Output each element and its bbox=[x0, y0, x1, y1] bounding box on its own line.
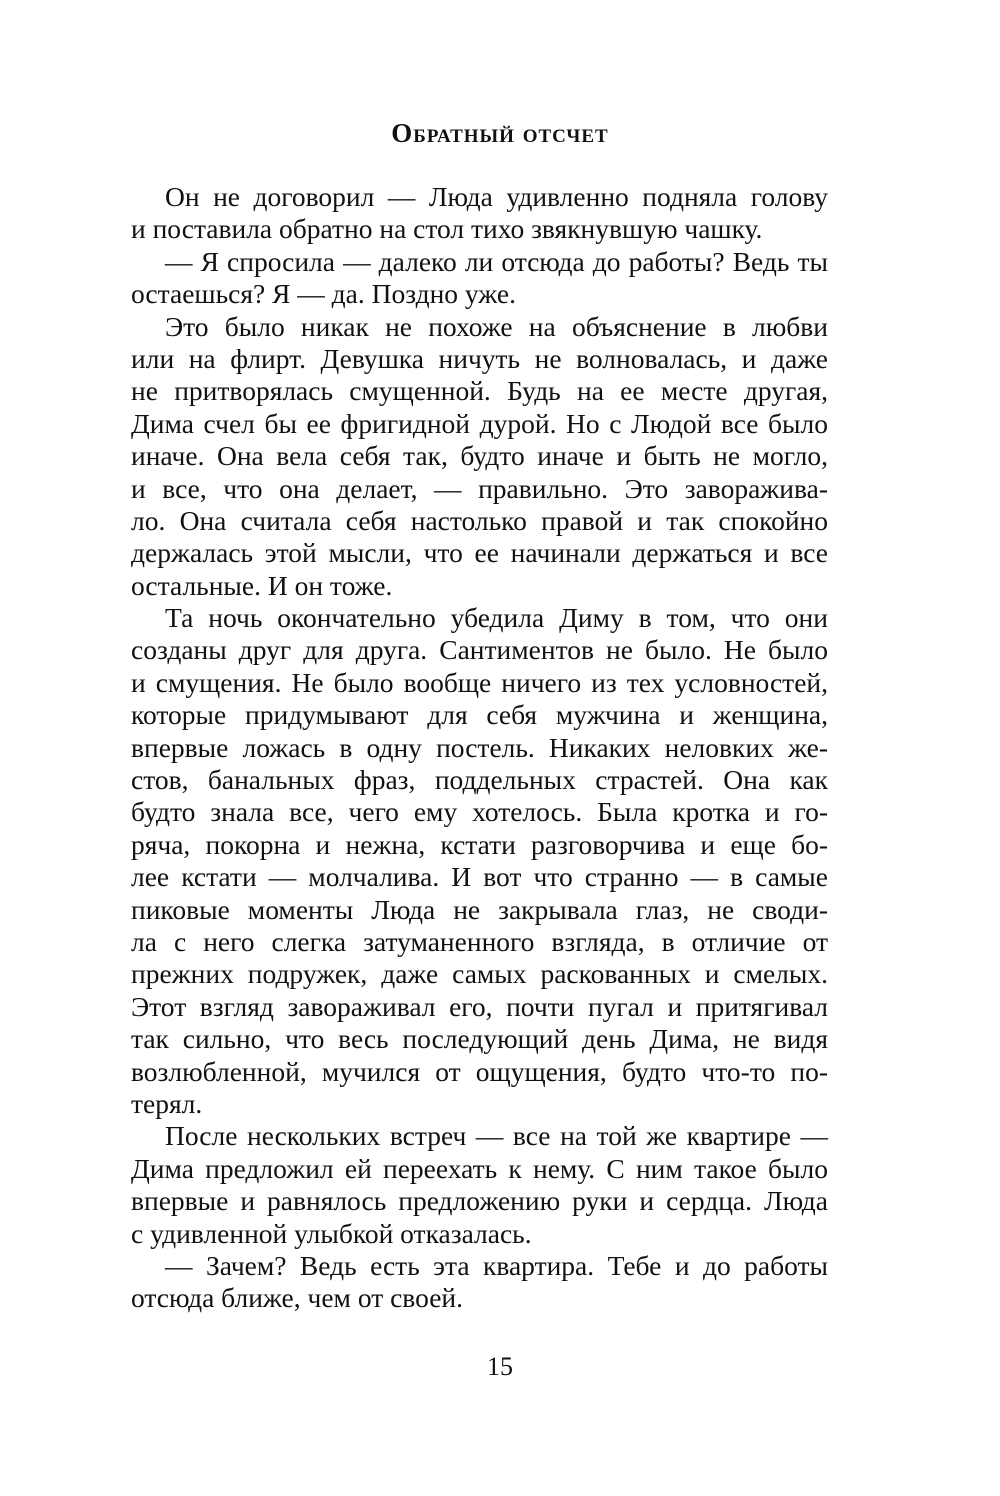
text-line: не притворялась смущенной. Будь на ее месте другая, bbox=[131, 375, 828, 407]
text-line: Дима предложил ей переехать к нему. С ним такое было bbox=[131, 1152, 828, 1184]
text-line: впервые ложась в одну постель. Никаких неловких же- bbox=[131, 731, 828, 763]
text-line: пиковые моменты Люда не закрывала глаз, не своди- bbox=[131, 893, 828, 925]
text-line: стов, банальных фраз, поддельных страстей. Она как bbox=[131, 764, 828, 796]
text-line: отсюда ближе, чем от своей. bbox=[131, 1282, 463, 1314]
text-line: ла с него слегка затуманенного взгляда, в отличие от bbox=[131, 925, 828, 957]
text-line: впервые и равнялось предложению руки и сердца. Люда bbox=[131, 1185, 828, 1217]
text-line: возлюбленной, мучился от ощущения, будто что-то по- bbox=[131, 1055, 828, 1087]
text-line: с удивленной улыбкой отказалась. bbox=[131, 1217, 532, 1249]
paragraph bbox=[131, 1120, 828, 1250]
text-line: которые придумывают для себя мужчина и женщина, bbox=[131, 699, 828, 731]
page-number: 15 bbox=[487, 1352, 513, 1381]
text-line: остаешься? Я — да. Поздно уже. bbox=[131, 278, 517, 310]
paragraph bbox=[131, 602, 828, 1120]
text-line: остальные. И он тоже. bbox=[131, 569, 393, 601]
paragraph bbox=[131, 181, 828, 246]
paragraph bbox=[131, 246, 828, 311]
text-line: Это было никак не похоже на объяснение в любви bbox=[165, 310, 828, 342]
text-line: ряча, покорна и нежна, кстати разговорчива и еще бо- bbox=[131, 828, 828, 860]
text-line: держалась этой мысли, что ее начинали держаться и все bbox=[131, 537, 828, 569]
paragraph bbox=[131, 311, 828, 603]
text-line: или на флирт. Девушка ничуть не волновалась, и даже bbox=[131, 342, 828, 374]
text-line: Та ночь окончательно убедила Диму в том, что они bbox=[165, 602, 828, 634]
text-line: так сильно, что весь последующий день Дима, не видя bbox=[131, 1023, 828, 1055]
paragraph bbox=[131, 1250, 828, 1315]
text-line: — Я спросила — далеко ли отсюда до работы? Ведь ты bbox=[165, 245, 828, 277]
text-line: созданы друг для друга. Сантиментов не было. Не было bbox=[131, 634, 828, 666]
text-line: и поставила обратно на стол тихо звякнувшую чашку. bbox=[131, 213, 763, 245]
text-line: Он не договорил — Люда удивленно подняла голову bbox=[165, 181, 828, 212]
text-line: ло. Она считала себя настолько правой и так спокойно bbox=[131, 504, 828, 536]
text-line: терял. bbox=[131, 1087, 203, 1119]
text-line: После нескольких встреч — все на той же квартире — bbox=[165, 1120, 828, 1152]
text-line: будто знала все, чего ему хотелось. Была кротка и го- bbox=[131, 796, 828, 828]
body-text bbox=[131, 181, 828, 1315]
text-line: Дима счел бы ее фригидной дурой. Но с Людой все было bbox=[131, 407, 828, 439]
text-line: и смущения. Не было вообще ничего из тех условностей, bbox=[131, 666, 828, 698]
text-line: прежних подружек, даже самых раскованных и смелых. bbox=[131, 958, 828, 990]
text-line: Этот взгляд завораживал его, почти пугал и притягивал bbox=[131, 990, 828, 1022]
text-line: — Зачем? Ведь есть эта квартира. Тебе и до работы bbox=[165, 1249, 828, 1281]
text-line: лее кстати — молчалива. И вот что странно — в самые bbox=[131, 861, 828, 893]
text-line: и все, что она делает, — правильно. Это заворажива- bbox=[131, 472, 828, 504]
running-head: Обратный отсчет bbox=[391, 118, 609, 148]
text-line: иначе. Она вела себя так, будто иначе и быть не могло, bbox=[131, 440, 828, 472]
